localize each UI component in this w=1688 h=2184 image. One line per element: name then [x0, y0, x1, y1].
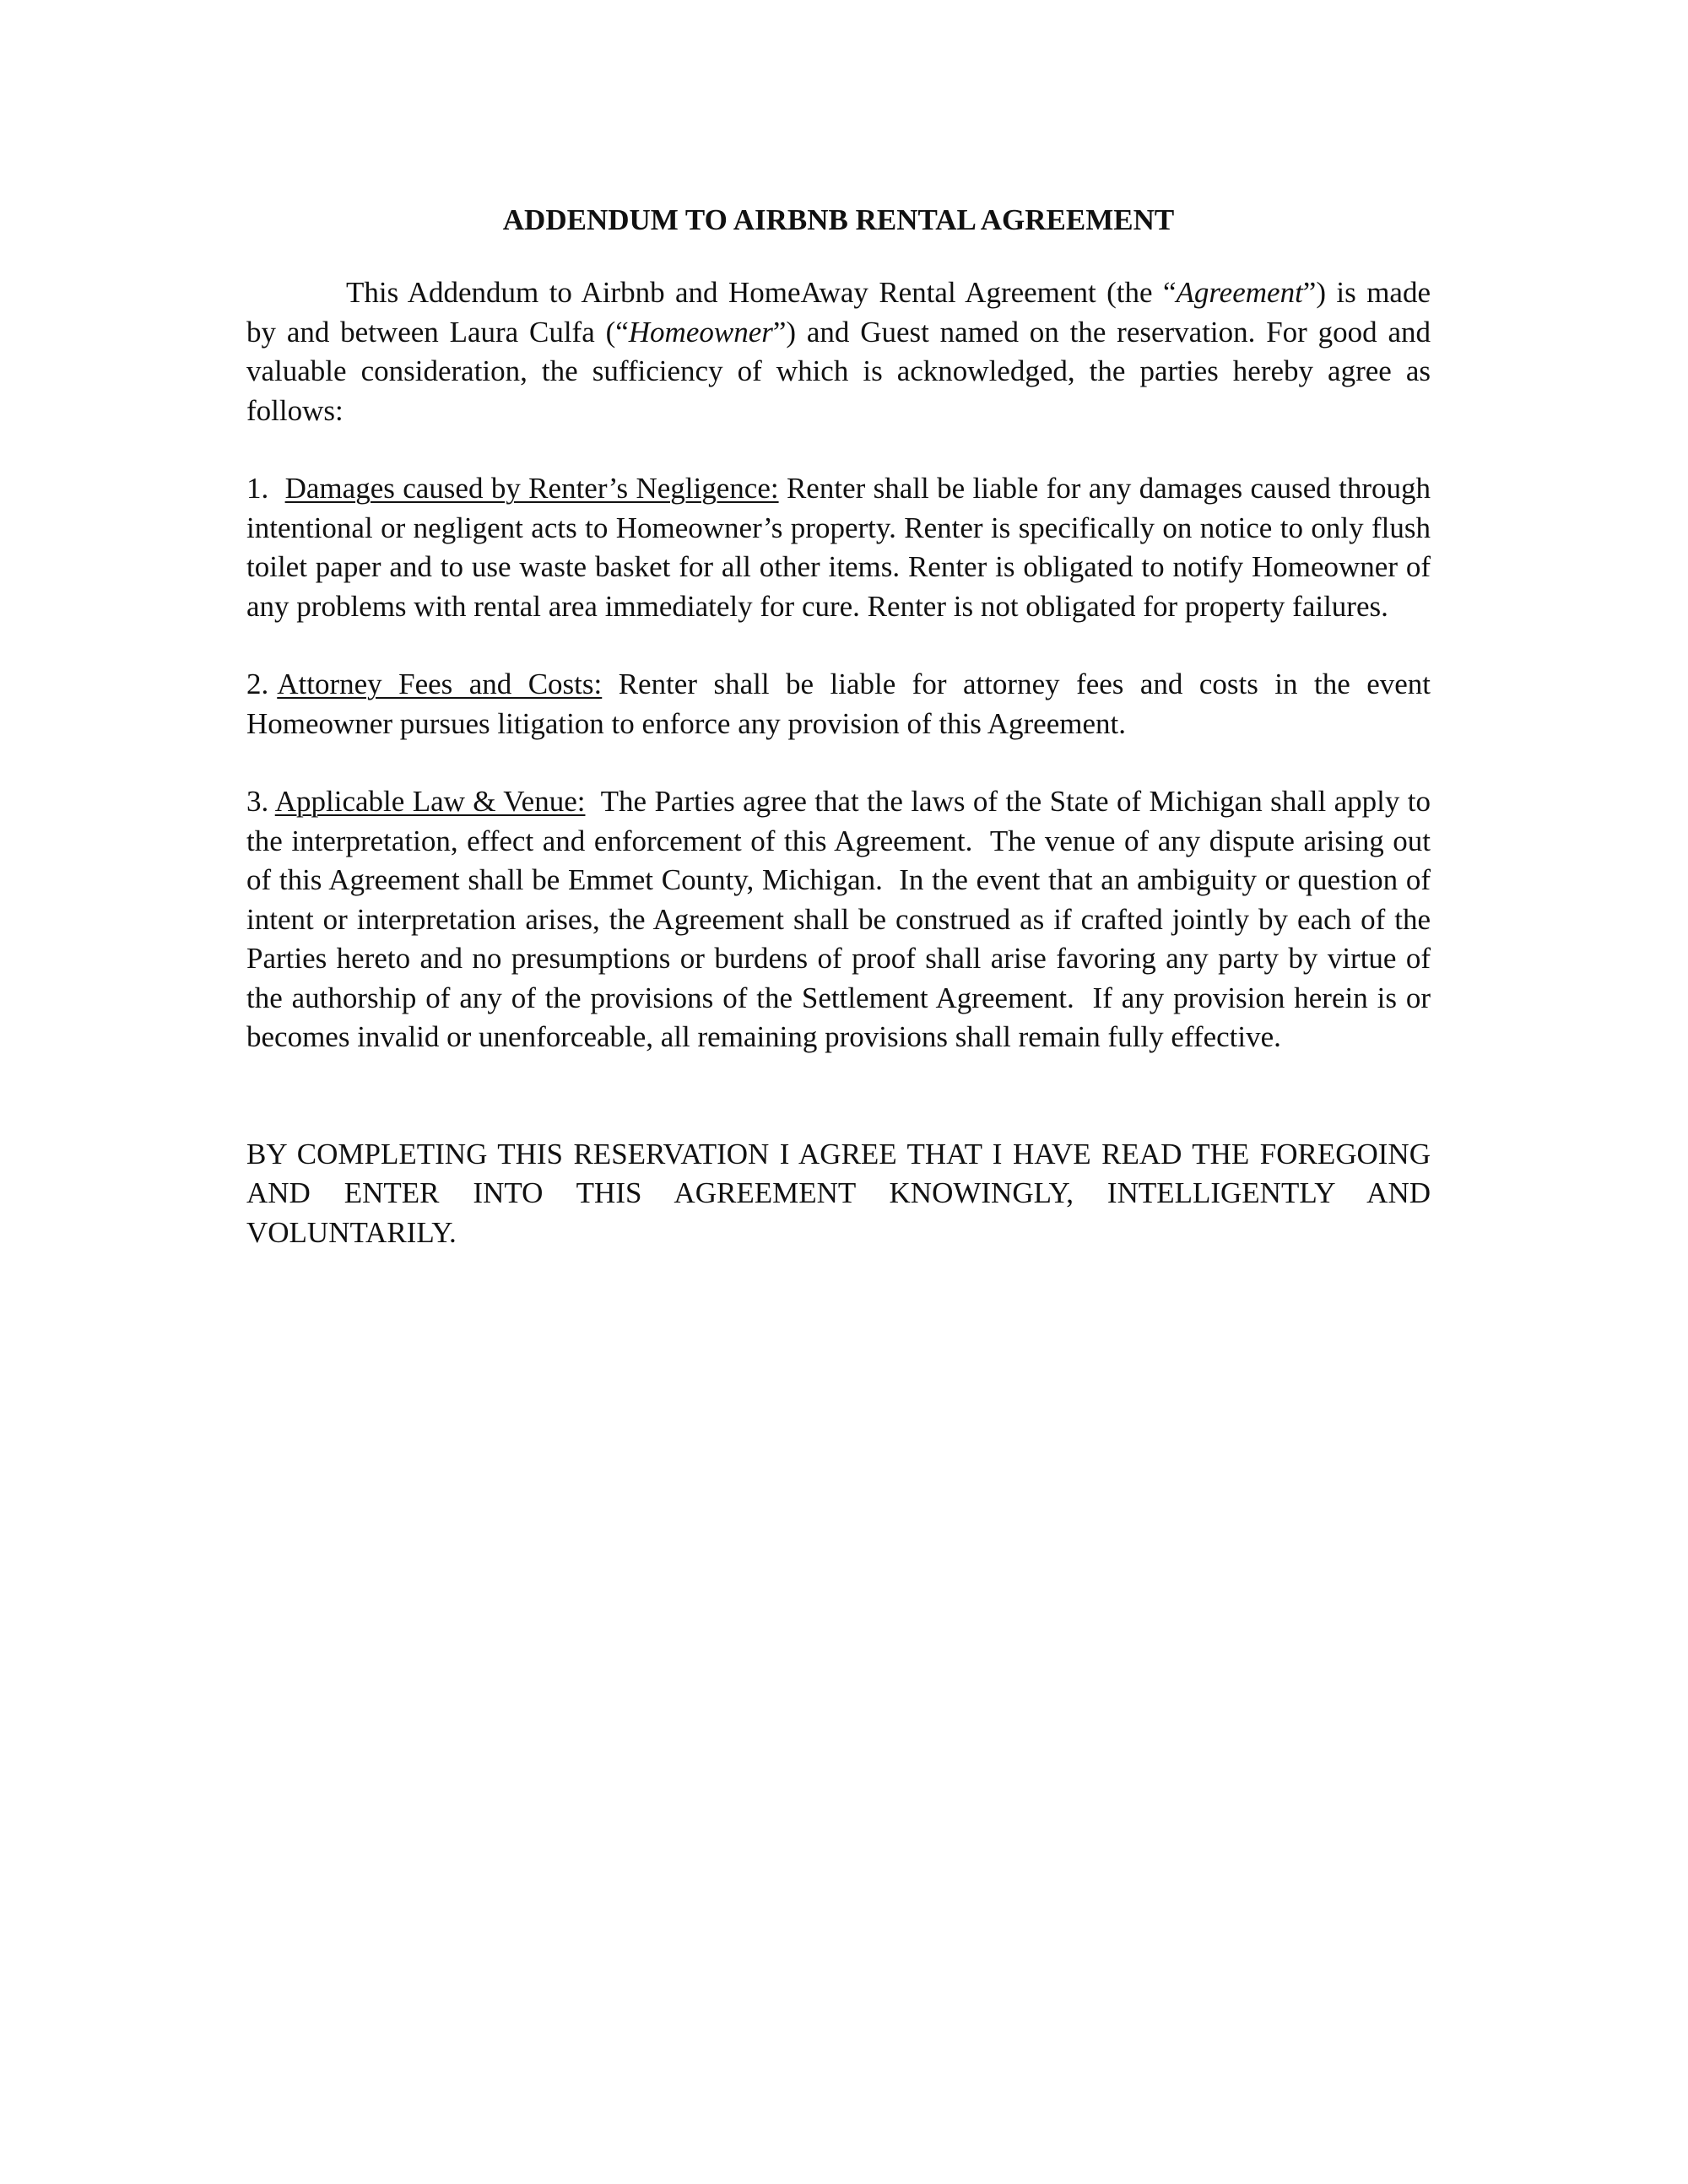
intro-text-1: This Addendum to Airbnb and HomeAway Rental Agreement (the “: [346, 276, 1177, 309]
clause-heading: Attorney Fees and Costs:: [277, 668, 603, 700]
clause-heading: Applicable Law & Venue:: [274, 785, 586, 818]
agreement-term: Agreement: [1176, 276, 1303, 309]
clause-number: 3.: [246, 785, 269, 818]
intro-text-2: ”) is made by and between Laura Culfa (“: [246, 276, 1431, 349]
intro-paragraph: [246, 273, 1431, 430]
document-title: ADDENDUM TO AIRBNB RENTAL AGREEMENT: [502, 203, 1175, 236]
document-body: [246, 201, 1438, 1252]
clause-body: Renter shall be liable for attorney fees and costs in the event Homeowner pursues litigation to enforce any provision of this Agreement.: [246, 668, 1431, 740]
intro-text-3: ”) and Guest named on the reservation. For good and valuable consideration, the sufficiency of which is acknowledged, the parties hereby agree as follows:: [246, 315, 1431, 427]
clause-number: 1.: [246, 472, 269, 505]
clause-applicable-law: [246, 782, 1438, 1057]
clause-body: The Parties agree that the laws of the State of Michigan shall apply to the interpretation, effect and enforcement of this Agreement. The venue of any dispute arising out of this Agreement shall be Emmet County, Michigan. In the event that an ambiguity or question of intent or interpretation arises, the Agreement shall be construed as if crafted jointly by each of the Parties hereto and no presumptions or burdens of proof shall arise favoring any party by virtue of the authorship of any of the provisions of the Settlement Agreement. If any provision herein is or becomes invalid or unenforceable, all remaining provisions shall remain fully effective.: [246, 785, 1438, 1053]
homeowner-term: Homeowner: [628, 315, 773, 349]
clause-damages: [246, 469, 1431, 626]
acknowledgement-paragraph: BY COMPLETING THIS RESERVATION I AGREE THAT I HAVE READ THE FOREGOING AND ENTER INTO THIS AGREEMENT KNOWINGLY, INTELLIGENTLY AND VOLUNTARILY.: [246, 1137, 1431, 1249]
clause-heading: Damages caused by Renter’s Negligence:: [284, 472, 779, 505]
clause-attorney-fees: [246, 665, 1431, 743]
clause-number: 2.: [246, 668, 269, 700]
clause-body: Renter shall be liable for any damages caused through intentional or negligent acts to Homeowner’s property. Renter is specifically on notice to only flush toilet paper and to use waste basket for all other items. Renter is obligated to notify Homeowner of any problems with rental area immediately for cure. Renter is not obligated for property failures.: [246, 472, 1431, 623]
